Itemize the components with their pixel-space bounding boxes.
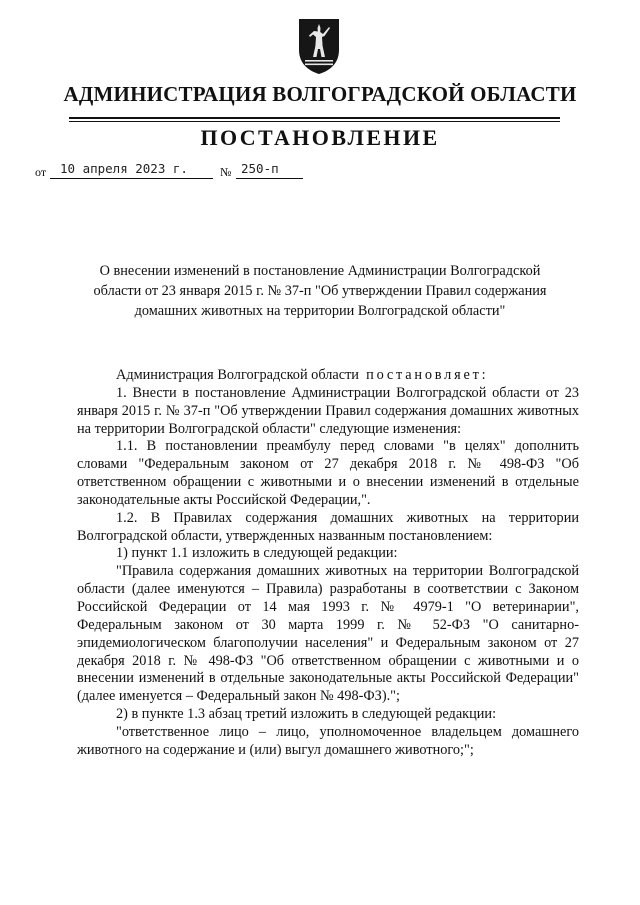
document-number: 250-п [241,161,279,176]
number-prefix: № [220,165,232,179]
paragraph-1-1: 1.1. В постановлении преамбулу перед словами "в целях" дополнить словами "Федеральным законом от 27 декабря 2018 г. № 498-ФЗ "Об ответственном обращении с животными и о внесении изменений в отдельные законодательные акты Российской Федерации,". [77,438,579,508]
list-item-2: 2) в пункте 1.3 абзац третий изложить в следующей редакции: [116,706,497,723]
title-line: области от 23 января 2015 г. № 37-п "Об утверждении Правил содержания [93,283,547,300]
paragraph-1-2: 1.2. В Правилах содержания домашних животных на территории Волгоградской области, утвержденных названным постановлением: [77,509,579,544]
header-divider-thin [69,121,560,122]
document-meta [0,160,640,182]
coat-of-arms-icon [296,16,342,76]
document-date: 10 апреля 2023 г. [60,161,188,176]
date-underline [50,178,213,179]
header-divider [69,117,560,119]
document-title [60,261,580,322]
number-underline [236,178,303,179]
organization-name: АДМИНИСТРАЦИЯ ВОЛГОГРАДСКОЙ ОБЛАСТИ [63,82,577,106]
intro-lead: Администрация Волгоградской области [116,367,359,383]
quote-2: "ответственное лицо – лицо, уполномоченное владельцем домашнего животного на содержание и (или) выгул домашнего животного;"; [77,723,579,758]
paragraph-1: 1. Внести в постановление Администрации Волгоградской области от 23 января 2015 г. № 37-п "Об утверждении Правил содержания домашних животных на территории Волгоградской области" следующие изменения: [77,384,579,437]
title-line: домашних животных на территории Волгоградской области" [134,303,506,320]
document-type: ПОСТАНОВЛЕНИЕ [200,125,440,150]
document-body [77,367,579,760]
intro-paragraph [77,367,579,385]
list-item-1: 1) пункт 1.1 изложить в следующей редакции: [116,545,398,562]
title-line: О внесении изменений в постановление Администрации Волгоградской [99,263,541,279]
quote-1: "Правила содержания домашних животных на территории Волгоградской области (далее именуются – Правила) разработаны в соответствии с Законом Российской Федерации от 14 мая 1993 г. № 4979-1 "О ветеринарии", Федеральным законом от 30 марта 1999 г. № 52-ФЗ "О санитарно-эпидемиологическом благополучии населения" и Федеральным законом от 27 декабря 2018 г. № 498-ФЗ "Об ответственном обращении с животными и о внесении изменений в отдельные законодательные акты Российской Федерации" (далее именуется – Федеральный закон № 498-ФЗ)."; [77,563,579,705]
date-prefix: от [35,165,47,179]
intro-verb: постановляет: [366,367,489,383]
